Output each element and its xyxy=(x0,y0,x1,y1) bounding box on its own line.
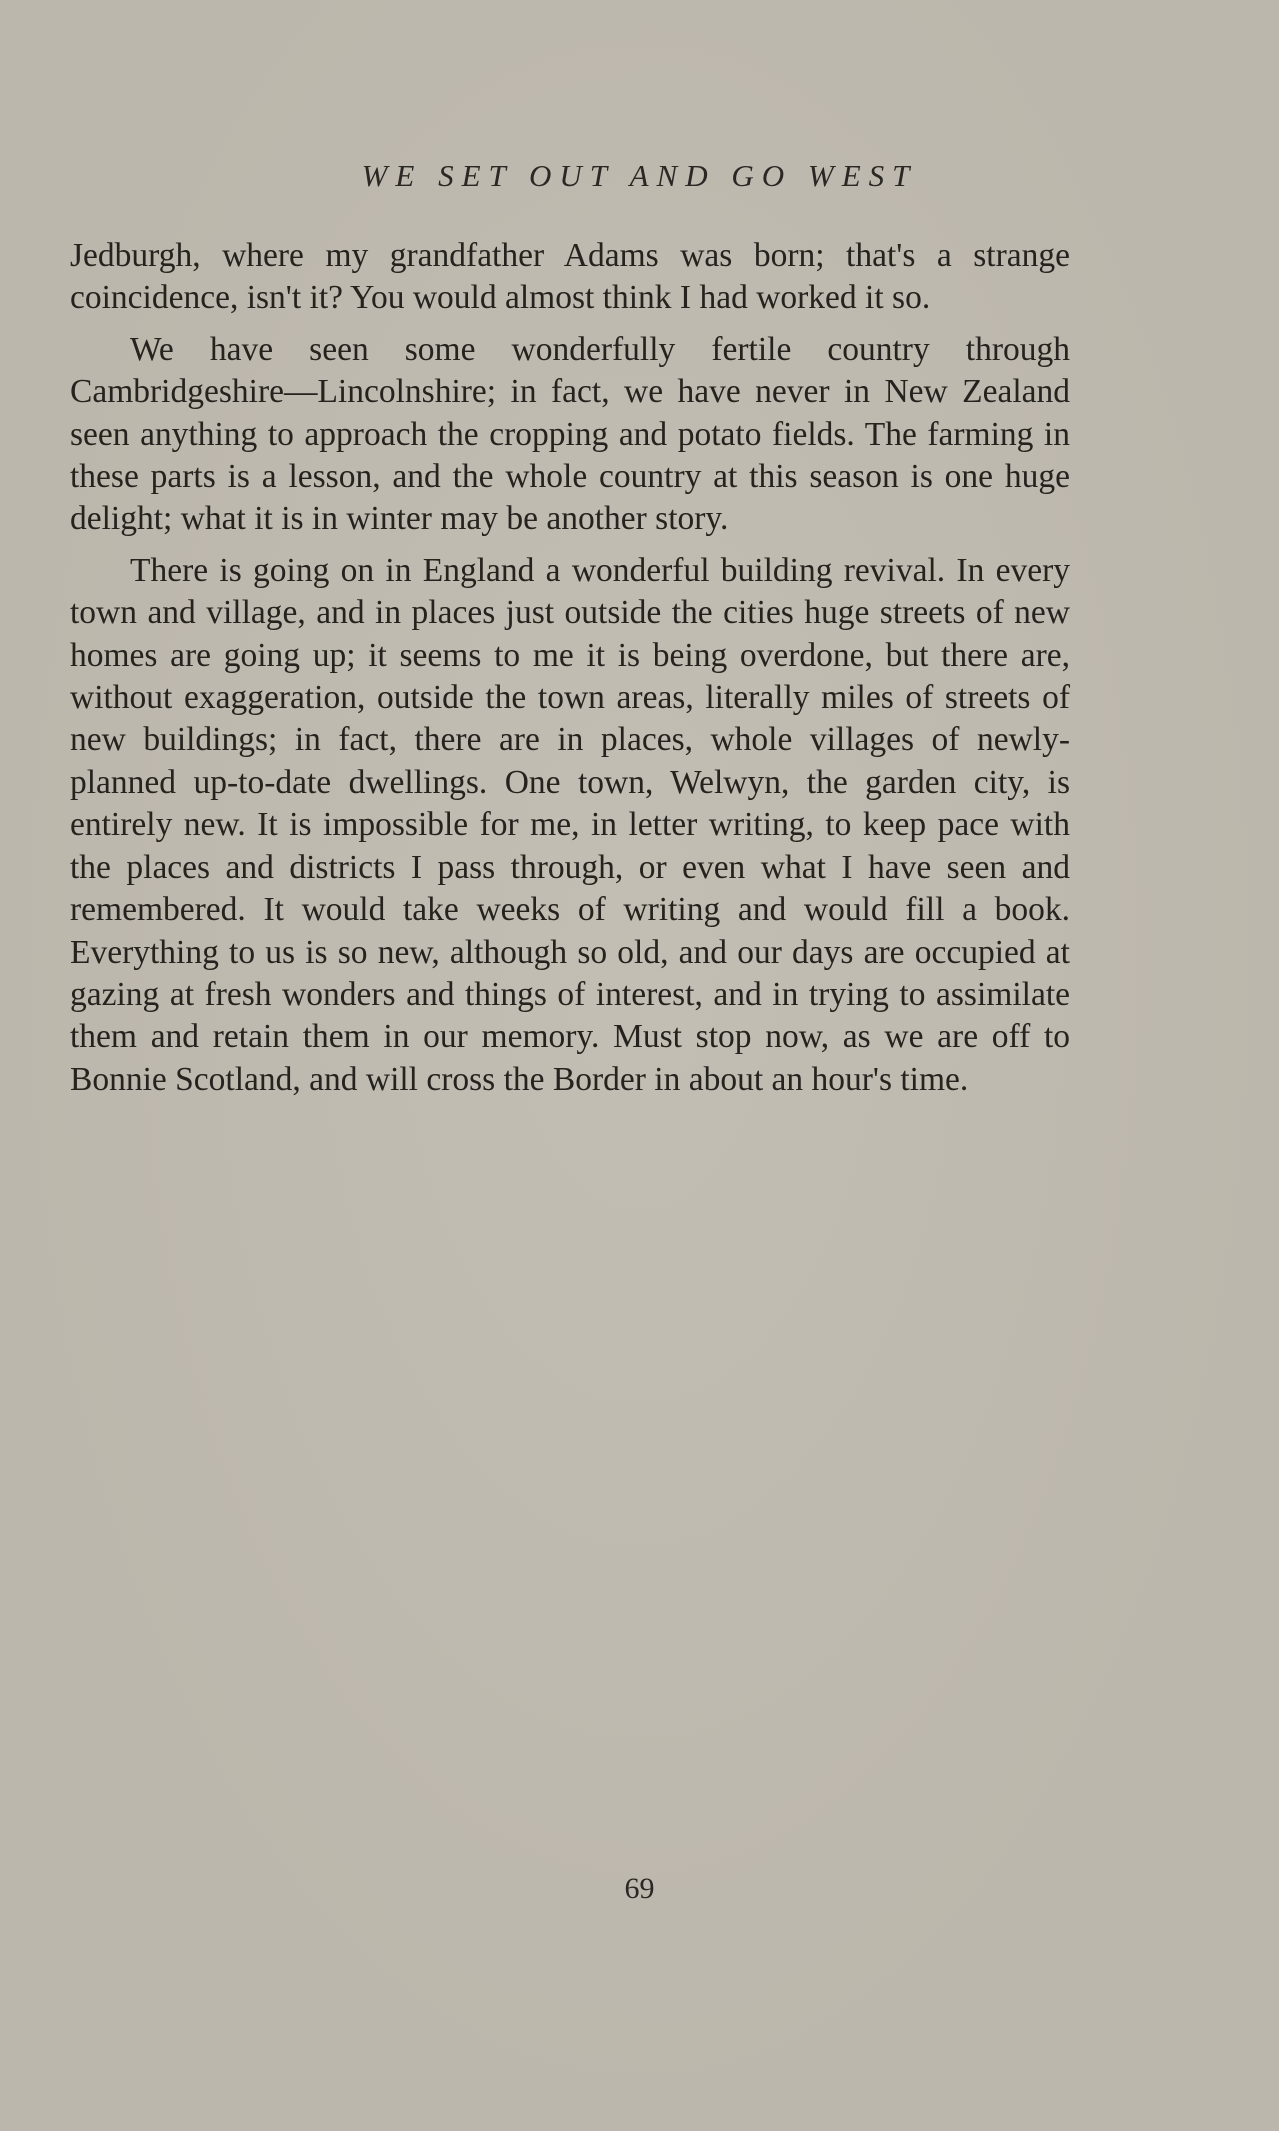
paragraph-3: There is going on in England a wonderful building revival. In every town and village, and in places just outside the cities huge streets of new homes are going up; it seems to me it is being overdone, but there are, without exaggeration, outside the town areas, literally miles of streets of new buildings; in fact, there are in places, whole villages of newly-planned up-to-date dwellings. One town, Welwyn, the garden city, is entirely new. It is impossible for me, in letter writing, to keep pace with the places and districts I pass through, or even what I have seen and remembered. It would take weeks of writing and would fill a book. Everything to us is so new, although so old, and our days are occupied at gazing at fresh wonders and things of interest, and in trying to assimilate them and retain them in our memory. Must stop now, as we are off to Bonnie Scotland, and will cross the Border in about an hour's time. xyxy=(70,551,1070,1098)
running-head: WE SET OUT AND GO WEST xyxy=(361,158,918,193)
paragraph-1: Jedburgh, where my grandfather Adams was born; that's a strange coincidence, isn't it? You would almost think I had worked it so. xyxy=(70,237,1070,317)
paragraph-2: We have seen some wonderfully fertile country through Cambridgeshire—Lincolnshire; in fact, we have never in New Zealand seen anything to approach the cropping and potato fields. The farming in these parts is a lesson, and the whole country at this season is one huge delight; what it is in winter may be another story. xyxy=(70,330,1070,538)
page-number: 69 xyxy=(624,1872,655,1905)
body-text xyxy=(70,235,1070,1110)
